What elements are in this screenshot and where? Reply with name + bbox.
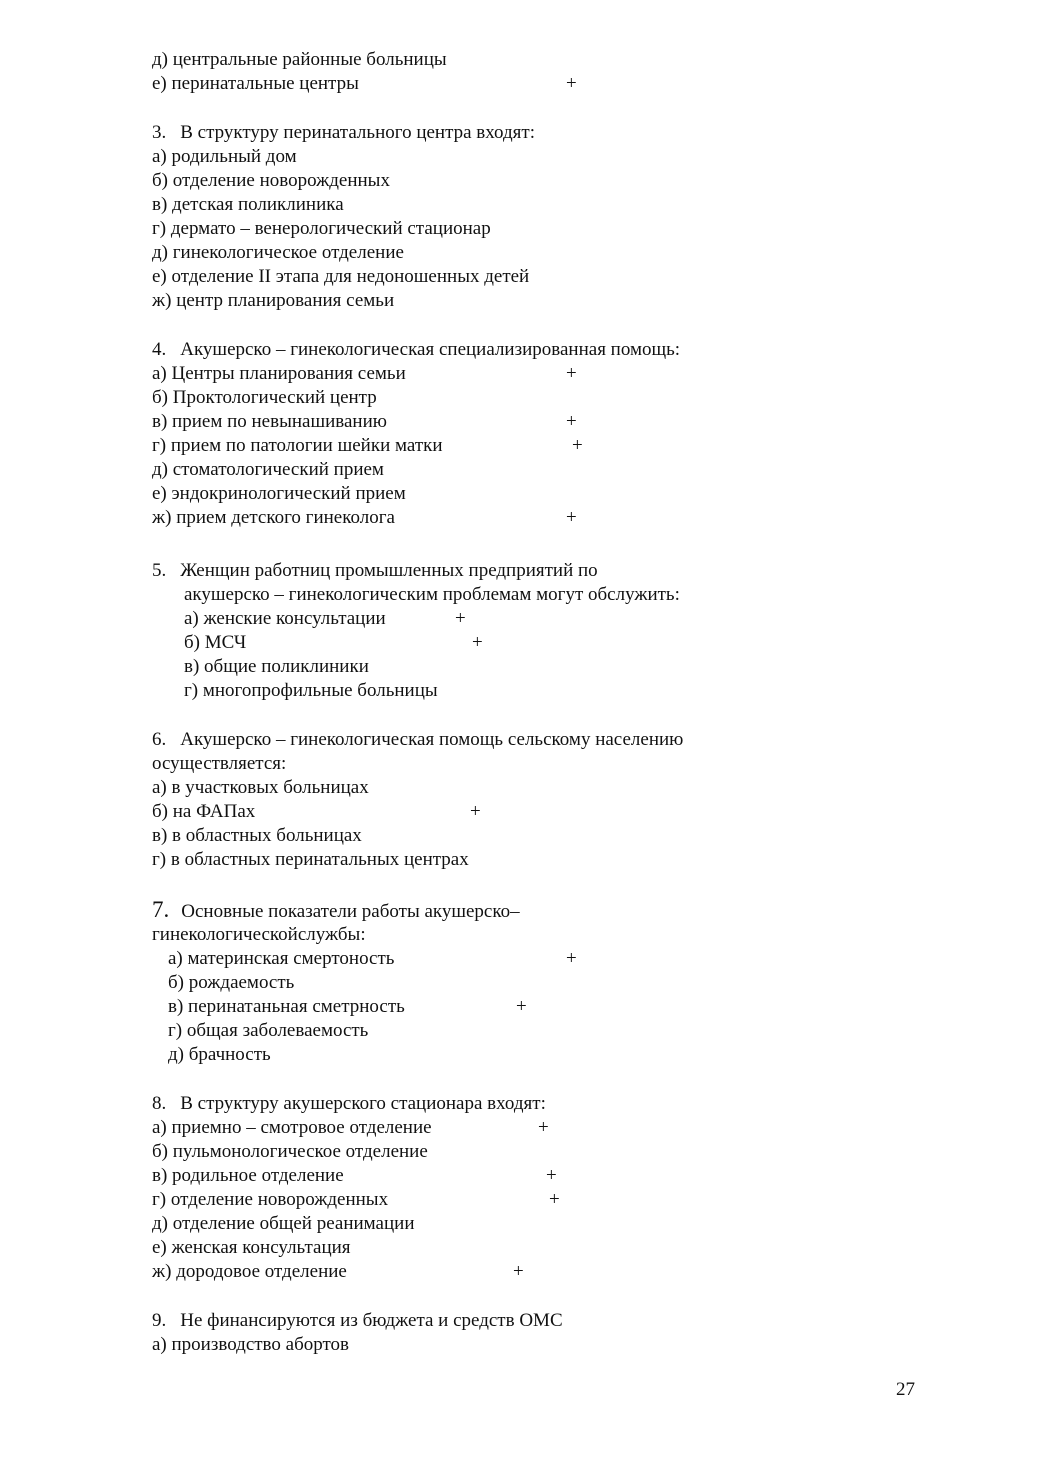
q4-option-d: г) прием по патологии шейки матки (152, 435, 443, 456)
q7-option-b: б) рождаемость (168, 972, 295, 993)
q5-option-d: г) многопрофильные больницы (184, 680, 438, 701)
q5-heading (152, 559, 598, 583)
q7-question-line2: гинекологическойслужбы: (152, 924, 366, 945)
q7-number: 7. (152, 897, 170, 922)
q3-number: 3. (152, 122, 167, 143)
q6-heading (152, 728, 683, 752)
q6-option-b: б) на ФАПах (152, 801, 256, 822)
q7-heading (152, 898, 520, 924)
q3-heading (152, 121, 535, 145)
q4-option-f: е) эндокринологический прием (152, 483, 406, 504)
q8-option-g-correct-mark: + (513, 1261, 524, 1282)
q2-option-e: е) перинатальные центры (152, 73, 359, 94)
q7-option-a-correct-mark: + (566, 948, 577, 969)
q9-question: Не финансируются из бюджета и средств ОМС (180, 1310, 563, 1331)
q8-option-b: б) пульмонологическое отделение (152, 1141, 428, 1162)
q4-question: Акушерско – гинекологическая специализированная помощь: (180, 339, 681, 360)
q8-option-f: е) женская консультация (152, 1237, 351, 1258)
q8-question: В структуру акушерского стационара входят: (180, 1093, 546, 1114)
q5-option-a-correct-mark: + (455, 608, 466, 629)
q6-option-b-correct-mark: + (470, 801, 481, 822)
q2-option-d: д) центральные районные больницы (152, 49, 447, 70)
q8-option-c: в) родильное отделение (152, 1165, 344, 1186)
q4-option-a: а) Центры планирования семьи (152, 363, 406, 384)
q4-number: 4. (152, 339, 167, 360)
q5-number: 5. (152, 560, 167, 581)
q7-option-c-correct-mark: + (516, 996, 527, 1017)
q5-option-a: а) женские консультации (184, 608, 386, 629)
q4-option-c: в) прием по невынашиванию (152, 411, 387, 432)
q9-heading (152, 1309, 563, 1333)
page-number: 27 (896, 1379, 915, 1400)
q4-option-d-correct-mark: + (572, 435, 583, 456)
q8-option-d-correct-mark: + (549, 1189, 560, 1210)
q7-option-c: в) перинатаньная сметрность (168, 996, 405, 1017)
q9-option-a: а) производство абортов (152, 1334, 350, 1355)
q4-option-g: ж) прием детского гинеколога (152, 507, 395, 528)
q5-question-line2: акушерско – гинекологическим проблемам могут обслужить: (184, 584, 680, 605)
q4-option-c-correct-mark: + (566, 411, 577, 432)
q5-option-b: б) МСЧ (184, 632, 247, 653)
q3-option-b: б) отделение новорожденных (152, 170, 390, 191)
q3-option-a: а) родильный дом (152, 146, 297, 167)
q3-option-e: д) гинекологическое отделение (152, 242, 404, 263)
q8-option-d: г) отделение новорожденных (152, 1189, 389, 1210)
q3-option-f: е) отделение II этапа для недоношенных детей (152, 266, 530, 287)
q7-option-a: а) материнская смертоность (168, 948, 395, 969)
q3-option-d: г) дермато – венерологический стационар (152, 218, 491, 239)
q4-option-a-correct-mark: + (566, 363, 577, 384)
q3-question: В структуру перинатального центра входят: (180, 122, 535, 143)
q5-option-b-correct-mark: + (472, 632, 483, 653)
q6-question-line1: Акушерско – гинекологическая помощь сельскому населению (180, 729, 684, 750)
q4-heading (152, 338, 680, 362)
q6-question-line2: осуществляется: (152, 753, 287, 774)
q6-option-d: г) в областных перинатальных центрах (152, 849, 469, 870)
q8-option-e: д) отделение общей реанимации (152, 1213, 415, 1234)
q3-option-g: ж) центр планирования семьи (152, 290, 395, 311)
q6-option-a: а) в участковых больницах (152, 777, 369, 798)
q5-option-c: в) общие поликлиники (184, 656, 369, 677)
q6-option-c: в) в областных больницах (152, 825, 362, 846)
q7-option-d: г) общая заболеваемость (168, 1020, 369, 1041)
q8-number: 8. (152, 1093, 167, 1114)
q8-heading (152, 1092, 546, 1116)
q4-option-e: д) стоматологический прием (152, 459, 384, 480)
q4-option-g-correct-mark: + (566, 507, 577, 528)
q3-option-c: в) детская поликлиника (152, 194, 344, 215)
q6-number: 6. (152, 729, 167, 750)
q8-option-c-correct-mark: + (546, 1165, 557, 1186)
q7-question-line1: Основные показатели работы акушерско– (181, 901, 520, 922)
q4-option-b: б) Проктологический центр (152, 387, 377, 408)
q2-option-e-correct-mark: + (566, 73, 577, 94)
q7-option-e: д) брачность (168, 1044, 271, 1065)
q8-option-g: ж) дородовое отделение (152, 1261, 347, 1282)
q5-question-line1: Женщин работниц промышленных предприятий по (180, 560, 598, 581)
q8-option-a: а) приемно – смотровое отделение (152, 1117, 432, 1138)
q9-number: 9. (152, 1310, 167, 1331)
q8-option-a-correct-mark: + (538, 1117, 549, 1138)
